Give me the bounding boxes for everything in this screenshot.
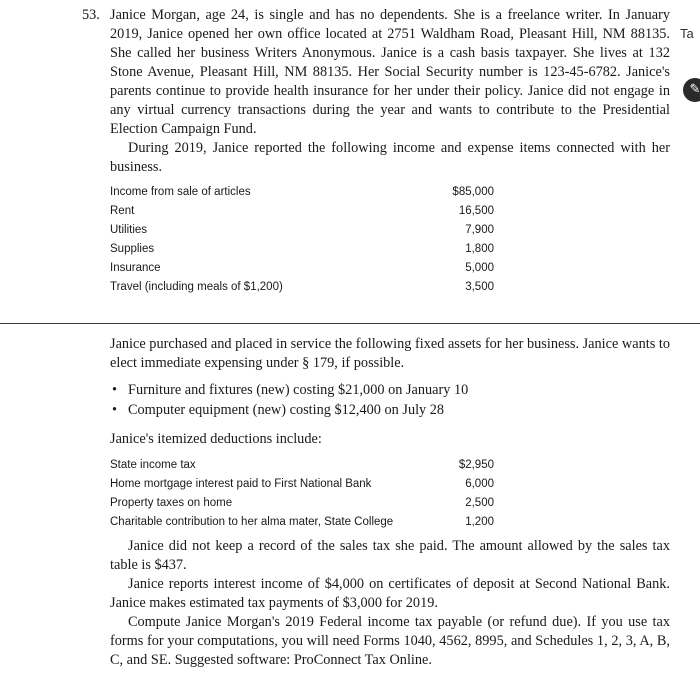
table-row [110,494,494,513]
row-amount: 5,000 [465,262,494,274]
row-amount: 7,900 [465,224,494,236]
row-amount: 6,000 [465,478,494,490]
row-amount: 1,200 [465,516,494,528]
row-label: Income from sale of articles [110,186,251,198]
assets-paragraph: Janice purchased and placed in service the following fixed assets for her business. Janice wants to elect immediate expensing under § 179, if possible. [110,336,670,371]
row-label: State income tax [110,459,196,471]
row-label: Rent [110,205,135,217]
table-row [110,221,494,240]
fixed-assets-intro [110,335,670,373]
page-divider [0,323,700,324]
row-label: Property taxes on home [110,497,233,509]
row-label: Insurance [110,262,161,274]
row-label: Home mortgage interest paid to First National Bank [110,478,372,490]
row-label: Travel (including meals of $1,200) [110,281,283,293]
row-amount: 1,800 [465,243,494,255]
row-amount: $2,950 [458,459,494,471]
table-row [110,475,494,494]
closing-instructions [110,537,670,670]
table-row [110,183,494,202]
table-row [110,513,494,532]
row-amount: 2,500 [465,497,494,509]
list-item [110,380,670,400]
problem-number: 53. [82,7,100,23]
problem-paragraph-1: Janice Morgan, age 24, is single and has no dependents. She is a freelance writer. In January 2019, Janice opened her own office located at 2751 Waldham Road, Pleasant Hill, NM 88135. She called her business Writers Anonymous. Janice is a cash basis taxpayer. She lives at 132 Stone Avenue, Pleasant Hill, NM 88135. Her Social Security number is 123-45-6782. Janice's parents continue to provide health insurance for her under their policy. Janice did not engage in any virtual currency transactions during the year and wants to contribute to the Presidential Election Campaign Fund. [110,7,670,137]
itemized-deductions-table [110,456,494,532]
compute-instruction-paragraph: Compute Janice Morgan's 2019 Federal income tax payable (or refund due). If you use tax forms for your computations, you will need Forms 1040, 4562, 8995, and Schedules 1, 2, 3, A, B, C, and SE. Suggested software: ProConnect Tax Online. [110,614,670,668]
margin-cutoff-text: Ta [680,26,694,41]
list-item-text: Furniture and fixtures (new) costing $21,000 on January 10 [128,382,469,398]
row-label: Utilities [110,224,148,236]
bullet-icon: • [112,382,118,398]
sales-tax-paragraph: Janice did not keep a record of the sales tax she paid. The amount allowed by the sales tax table is $437. [110,538,670,573]
table-row [110,202,494,221]
row-amount: $85,000 [452,186,494,198]
table-row [110,259,494,278]
table-row [110,240,494,259]
problem-statement [82,6,670,177]
fixed-assets-list [110,380,670,420]
list-item [110,400,670,420]
row-amount: 3,500 [465,281,494,293]
row-label: Charitable contribution to her alma mater, State College [110,516,394,528]
income-expense-table [110,183,494,297]
table-row [110,456,494,475]
problem-paragraph-2: During 2019, Janice reported the following income and expense items connected with her business. [110,140,670,175]
row-amount: 16,500 [458,205,494,217]
interest-income-paragraph: Janice reports interest income of $4,000 on certificates of deposit at Second National Bank. Janice makes estimated tax payments of $3,000 for 2019. [110,576,670,611]
pencil-icon: ✎ [683,78,700,102]
row-label: Supplies [110,243,155,255]
table-row [110,278,494,297]
list-item-text: Computer equipment (new) costing $12,400 on July 28 [128,402,445,418]
bullet-icon: • [112,402,118,418]
itemized-deductions-heading: Janice's itemized deductions include: [110,431,322,447]
